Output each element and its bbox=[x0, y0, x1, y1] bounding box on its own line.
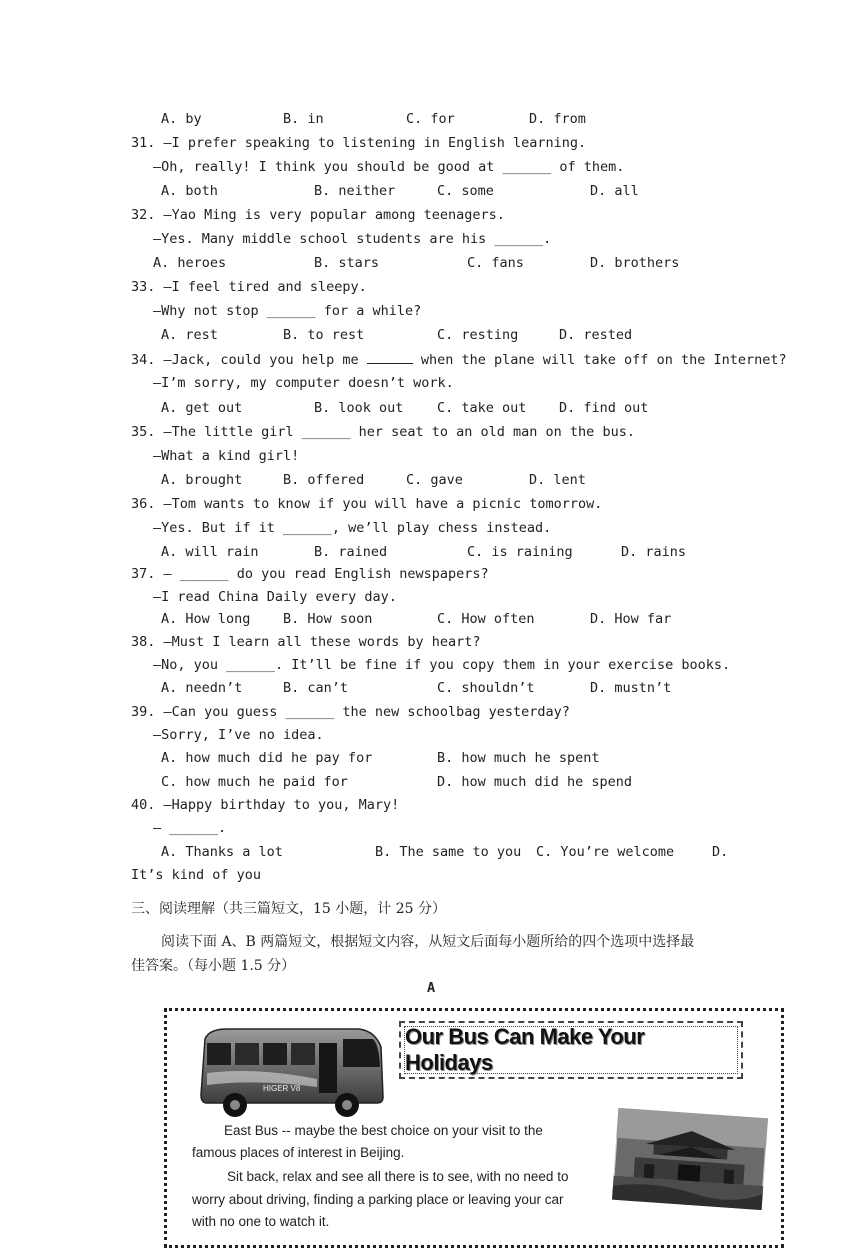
q37-line2: —I read China Daily every day. bbox=[153, 589, 397, 605]
bus-illustration bbox=[197, 1023, 385, 1119]
q37-option-d: D. How far bbox=[590, 611, 672, 627]
bus-plate-text: HIGER V8 bbox=[263, 1084, 301, 1093]
q32-number: 32. bbox=[131, 207, 156, 223]
q35-line2: —What a kind girl! bbox=[153, 448, 300, 464]
q33-option-d: D. rested bbox=[559, 327, 633, 343]
q31-number: 31. bbox=[131, 135, 156, 151]
q39-option-d: D. how much did he spend bbox=[437, 774, 633, 790]
q31-line1 bbox=[131, 135, 586, 151]
q32-blank: ______ bbox=[494, 231, 544, 247]
q39-line1 bbox=[131, 704, 570, 720]
q32-line1 bbox=[131, 207, 505, 223]
q35-option-b: B. offered bbox=[283, 472, 365, 488]
q37-text-pre: — bbox=[163, 566, 180, 582]
ad-paragraph2-line3: with no one to watch it. bbox=[192, 1214, 330, 1229]
q33-text-pre: —Why not stop bbox=[153, 303, 267, 319]
q35-blank: ______ bbox=[301, 424, 351, 440]
q40-option-d: D. bbox=[712, 844, 729, 860]
ad-title-frame bbox=[399, 1021, 743, 1079]
q37-option-c: C. How often bbox=[437, 611, 535, 627]
q39-option-a: A. how much did he pay for bbox=[161, 750, 373, 766]
ad-paragraph2-line1: Sit back, relax and see all there is to see, with no need to bbox=[227, 1169, 569, 1184]
q37-line1 bbox=[131, 566, 489, 582]
q37-number: 37. bbox=[131, 566, 156, 582]
q37-option-a: A. How long bbox=[161, 611, 251, 627]
section-heading: 三、阅读理解（共三篇短文，15 小题，计 25 分） bbox=[131, 901, 446, 917]
q32-option-d: D. brothers bbox=[590, 255, 680, 271]
q31-stem: —I prefer speaking to listening in English learning. bbox=[163, 135, 587, 151]
q40-option-a: A. Thanks a lot bbox=[161, 844, 283, 860]
q32-text-post: . bbox=[543, 231, 552, 247]
q35-option-d: D. lent bbox=[529, 472, 586, 488]
q38-option-c: C. shouldn’t bbox=[437, 680, 535, 696]
q33-line1 bbox=[131, 279, 367, 295]
q40-number: 40. bbox=[131, 797, 156, 813]
q34-option-c: C. take out bbox=[437, 400, 527, 416]
q36-option-b: B. rained bbox=[314, 544, 388, 560]
passage-label: A bbox=[427, 980, 436, 996]
q39-text-post: the new schoolbag yesterday? bbox=[334, 704, 570, 720]
q31-option-b: B. neither bbox=[314, 183, 396, 199]
q40-line1 bbox=[131, 797, 399, 813]
q38-stem: —Must I learn all these words by heart? bbox=[163, 634, 481, 650]
q37-blank: ______ bbox=[179, 566, 229, 582]
q33-option-b: B. to rest bbox=[283, 327, 365, 343]
q33-option-c: C. resting bbox=[437, 327, 519, 343]
q36-option-c: C. is raining bbox=[467, 544, 573, 560]
q35-text-post: her seat to an old man on the bus. bbox=[350, 424, 635, 440]
ad-title: Our Bus Can Make Your Holidays bbox=[404, 1026, 738, 1074]
q31-line2 bbox=[153, 159, 624, 175]
q33-line2 bbox=[153, 303, 421, 319]
q40-line2 bbox=[153, 820, 226, 836]
q33-text-post: for a while? bbox=[315, 303, 422, 319]
q39-blank: ______ bbox=[285, 704, 335, 720]
q39-text-pre: —Can you guess bbox=[163, 704, 286, 720]
q31-text-post: of them. bbox=[551, 159, 625, 175]
bus-advertisement bbox=[164, 1008, 784, 1248]
q39-option-c: C. how much he paid for bbox=[161, 774, 348, 790]
q33-stem: —I feel tired and sleepy. bbox=[163, 279, 367, 295]
q40-option-b: B. The same to you bbox=[375, 844, 522, 860]
q38-option-b: B. can’t bbox=[283, 680, 349, 696]
q31-blank: ______ bbox=[502, 159, 552, 175]
ad-paragraph1-line1: East Bus -- maybe the best choice on your visit to the bbox=[224, 1123, 543, 1138]
q36-number: 36. bbox=[131, 496, 156, 512]
q40-option-c: C. You’re welcome bbox=[536, 844, 675, 860]
q34-option-b: B. look out bbox=[314, 400, 404, 416]
q38-blank: ______ bbox=[226, 657, 275, 673]
q32-text-pre: —Yes. Many middle school students are his bbox=[153, 231, 495, 247]
q34-line2: —I’m sorry, my computer doesn’t work. bbox=[153, 375, 454, 391]
q36-stem: —Tom wants to know if you will have a picnic tomorrow. bbox=[163, 496, 603, 512]
q40-blank: ______ bbox=[169, 820, 219, 836]
q40-text-pre: — bbox=[153, 820, 170, 836]
q39-option-b: B. how much he spent bbox=[437, 750, 600, 766]
q36-line2 bbox=[153, 520, 551, 536]
q31-option-d: D. all bbox=[590, 183, 639, 199]
q33-option-a: A. rest bbox=[161, 327, 218, 343]
q34-option-d: D. find out bbox=[559, 400, 649, 416]
q40-option-d-wrap: It’s kind of you bbox=[131, 867, 262, 883]
q32-option-c: C. fans bbox=[467, 255, 524, 271]
q32-option-a: A. heroes bbox=[153, 255, 227, 271]
q38-number: 38. bbox=[131, 634, 156, 650]
q34-blank-line bbox=[367, 351, 413, 364]
q38-text-post: . It’ll be fine if you copy them in your exercise books. bbox=[274, 657, 731, 673]
q37-text-post: do you read English newspapers? bbox=[228, 566, 489, 582]
q39-number: 39. bbox=[131, 704, 156, 720]
q34-option-a: A. get out bbox=[161, 400, 243, 416]
q32-stem: —Yao Ming is very popular among teenagers. bbox=[163, 207, 505, 223]
q30-option-d: D. from bbox=[529, 111, 586, 127]
section-instruction-line2: 佳答案。（每小题 1.5 分） bbox=[131, 958, 296, 974]
q36-option-d: D. rains bbox=[621, 544, 687, 560]
q31-option-c: C. some bbox=[437, 183, 494, 199]
q38-text-pre: —No, you bbox=[153, 657, 227, 673]
q32-line2 bbox=[153, 231, 551, 247]
q34-text-pre: —Jack, could you help me bbox=[163, 352, 367, 368]
ad-paragraph1-line2: famous places of interest in Beijing. bbox=[192, 1145, 405, 1160]
q37-option-b: B. How soon bbox=[283, 611, 373, 627]
q36-text-pre: —Yes. But if it bbox=[153, 520, 284, 536]
q31-option-a: A. both bbox=[161, 183, 218, 199]
q35-number: 35. bbox=[131, 424, 156, 440]
q36-blank: ______ bbox=[283, 520, 332, 536]
q34-text-post: when the plane will take off on the Internet? bbox=[412, 352, 787, 368]
q32-option-b: B. stars bbox=[314, 255, 380, 271]
q40-text-post: . bbox=[218, 820, 227, 836]
q38-option-a: A. needn’t bbox=[161, 680, 243, 696]
q35-line1 bbox=[131, 424, 635, 440]
q38-line2 bbox=[153, 657, 730, 673]
q34-line1 bbox=[131, 351, 787, 368]
q40-stem: —Happy birthday to you, Mary! bbox=[163, 797, 400, 813]
q35-option-c: C. gave bbox=[406, 472, 463, 488]
q31-text-pre: —Oh, really! I think you should be good at bbox=[153, 159, 503, 175]
q33-number: 33. bbox=[131, 279, 156, 295]
q36-option-a: A. will rain bbox=[161, 544, 259, 560]
q30-option-c: C. for bbox=[406, 111, 455, 127]
ad-paragraph2-line2: worry about driving, finding a parking place or leaving your car bbox=[192, 1192, 564, 1207]
q35-text-pre: —The little girl bbox=[163, 424, 302, 440]
q34-number: 34. bbox=[131, 352, 156, 368]
q30-option-b: B. in bbox=[283, 111, 324, 127]
tiananmen-photo bbox=[612, 1108, 768, 1210]
q36-line1 bbox=[131, 496, 602, 512]
q38-line1 bbox=[131, 634, 481, 650]
q36-text-post: , we’ll play chess instead. bbox=[331, 520, 552, 536]
q38-option-d: D. mustn’t bbox=[590, 680, 672, 696]
q30-option-a: A. by bbox=[161, 111, 202, 127]
q39-line2: —Sorry, I’ve no idea. bbox=[153, 727, 324, 743]
q35-option-a: A. brought bbox=[161, 472, 243, 488]
section-instruction-line1: 阅读下面 A、B 两篇短文，根据短文内容，从短文后面每小题所给的四个选项中选择最 bbox=[161, 934, 695, 950]
q33-blank: ______ bbox=[266, 303, 316, 319]
